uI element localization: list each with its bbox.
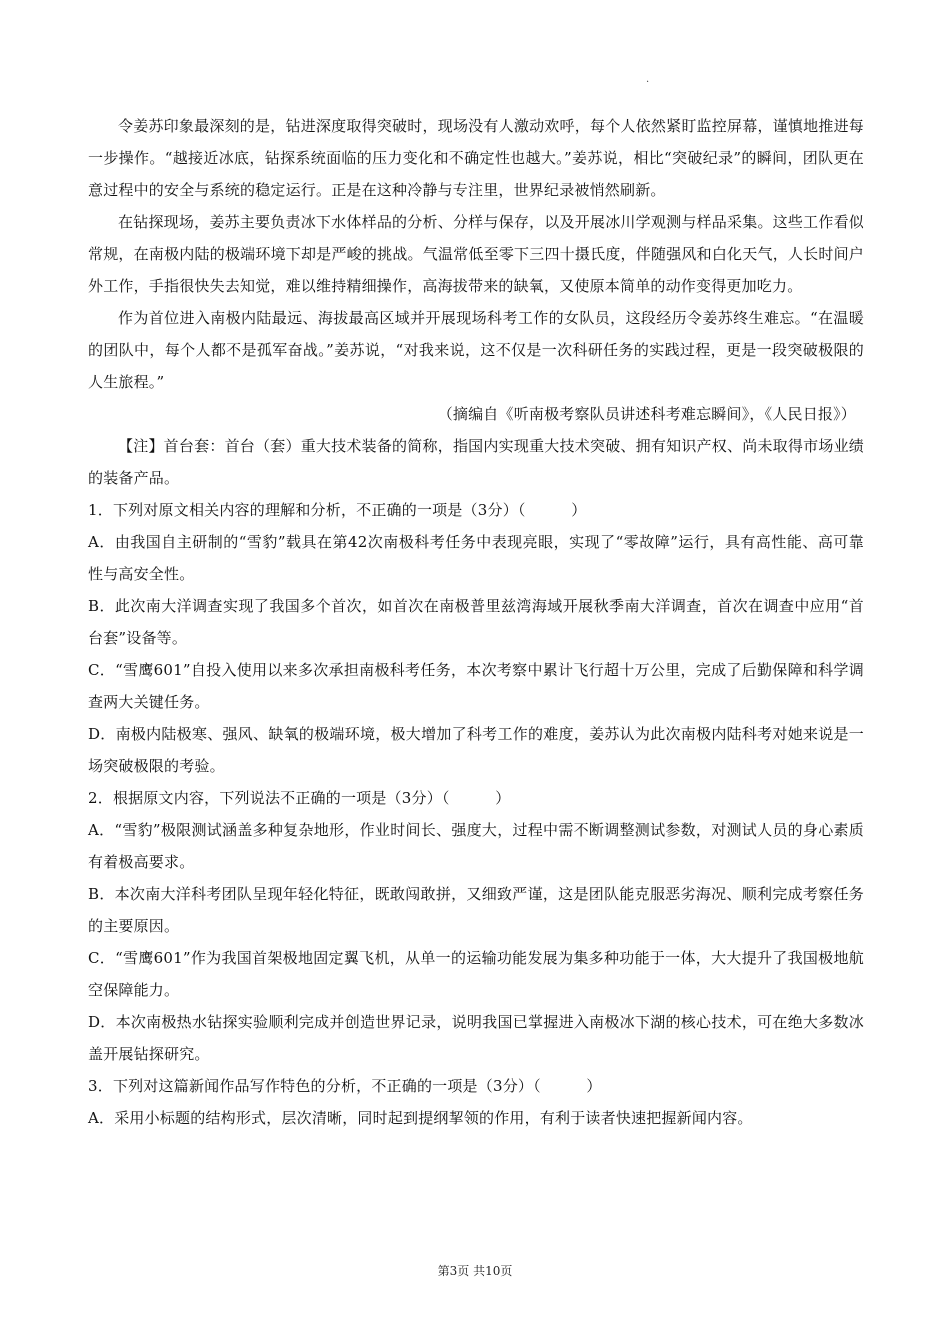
question-3-option-a: A．采用小标题的结构形式，层次清晰，同时起到提纲挈领的作用，有利于读者快速把握新闻内容。 <box>88 1109 753 1127</box>
question-2-option-d: D．本次南极热水钻探实验顺利完成并创造世界记录，说明我国已掌握进入南极冰下湖的核心技术，可在绝大多数冰盖开展钻探研究。 <box>88 1013 864 1063</box>
page-footer: 第3页 共10页 <box>437 1264 513 1278</box>
question-2-option-a: A．“雪豹”极限测试涵盖多种复杂地形，作业时间长、强度大，过程中需不断调整测试参数，对测试人员的身心素质有着极高要求。 <box>88 821 864 871</box>
question-2-stem: 2．根据原文内容，下列说法不正确的一项是（3分）（ ） <box>88 789 511 807</box>
passage-paragraph: 在钻探现场，姜苏主要负责冰下水体样品的分析、分样与保存，以及开展冰川学观测与样品采集。这些工作看似常规，在南极内陆的极端环境下却是严峻的挑战。气温常低至零下三四十摄氏度，伴随强风和白化天气，人长时间户外工作，手指很快失去知觉，难以维持精细操作，高海拔带来的缺氧，又使原本简单的动作变得更加吃力。 <box>88 213 864 295</box>
passage-source: （摘编自《听南极考察队员讲述科考难忘瞬间》，《人民日报》） <box>437 405 856 423</box>
passage-paragraph: 作为首位进入南极内陆最远、海拔最高区域并开展现场科考工作的女队员，这段经历令姜苏终生难忘。“在温暖的团队中，每个人都不是孤军奋战。”姜苏说，“对我来说，这不仅是一次科研任务的实践过程，更是一段突破极限的人生旅程。” <box>88 309 864 391</box>
page-content <box>88 110 864 1134</box>
question-2-option-c: C．“雪鹰601”作为我国首架极地固定翼飞机，从单一的运输功能发展为集多种功能于一体，大大提升了我国极地航空保障能力。 <box>88 949 864 999</box>
question-2-option-b: B．本次南大洋科考团队呈现年轻化特征，既敢闯敢拼，又细致严谨，这是团队能克服恶劣海况、顺利完成考察任务的主要原因。 <box>88 885 864 935</box>
question-1-option-d: D．南极内陆极寒、强风、缺氧的极端环境，极大增加了科考工作的难度，姜苏认为此次南极内陆科考对她来说是一场突破极限的考验。 <box>88 725 864 775</box>
question-1-stem: 1．下列对原文相关内容的理解和分析，不正确的一项是（3分）（ ） <box>88 501 587 519</box>
question-1-option-b: B．此次南大洋调查实现了我国多个首次，如首次在南极普里兹湾海域开展秋季南大洋调查，首次在调查中应用“首台套”设备等。 <box>88 597 864 647</box>
question-3-stem: 3．下列对这篇新闻作品写作特色的分析，不正确的一项是（3分）（ ） <box>88 1077 602 1095</box>
top-mark: . <box>646 74 650 85</box>
annotation-note: 【注】首台套：首台（套）重大技术装备的简称，指国内实现重大技术突破、拥有知识产权、尚未取得市场业绩的装备产品。 <box>88 437 864 487</box>
question-1-option-a: A．由我国自主研制的“雪豹”载具在第42次南极科考任务中表现亮眼，实现了“零故障”运行，具有高性能、高可靠性与高安全性。 <box>88 533 864 583</box>
question-1-option-c: C．“雪鹰601”自投入使用以来多次承担南极科考任务，本次考察中累计飞行超十万公里，完成了后勤保障和科学调查两大关键任务。 <box>88 661 864 711</box>
passage-paragraph: 令姜苏印象最深刻的是，钻进深度取得突破时，现场没有人激动欢呼，每个人依然紧盯监控屏幕，谨慎地推进每一步操作。“越接近冰底，钻探系统面临的压力变化和不确定性也越大。”姜苏说，相比“突破纪录”的瞬间，团队更在意过程中的安全与系统的稳定运行。正是在这种冷静与专注里，世界纪录被悄然刷新。 <box>88 117 864 199</box>
